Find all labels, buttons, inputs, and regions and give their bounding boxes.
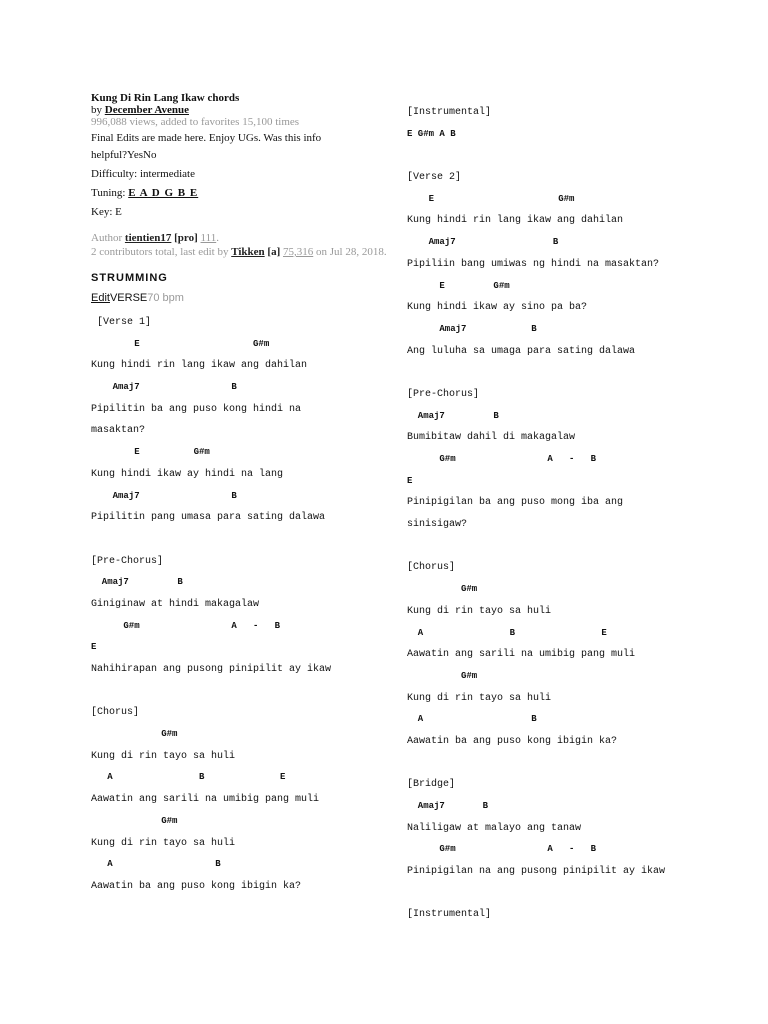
song-title: Kung Di Rin Lang Ikaw chords	[91, 92, 240, 104]
byline	[91, 104, 391, 116]
lyric-line: Kung hindi ikaw ay sino pa ba?	[407, 302, 588, 314]
lyric-line: Aawatin ba ang puso kong ibigin ka?	[91, 880, 302, 892]
tuning	[91, 185, 391, 202]
section-label: [Bridge]	[407, 779, 456, 791]
chord-line[interactable]: A B E	[407, 627, 607, 638]
song-sheet-left	[91, 312, 391, 898]
lyric-line	[407, 145, 747, 167]
section-label: [Pre-Chorus]	[407, 388, 480, 400]
lyric-line: Kung hindi rin lang ikaw ang dahilan	[407, 215, 624, 227]
lyric-line: Kung hindi rin lang ikaw ang dahilan	[91, 360, 308, 372]
lyric-line: sinisigaw?	[407, 519, 468, 531]
chord-line[interactable]: E	[407, 475, 413, 486]
lyric-line: Kung di rin tayo sa huli	[91, 837, 236, 849]
editor-count[interactable]: 75,316	[283, 246, 314, 258]
author-label: Author	[91, 232, 123, 244]
lyric-line: Aawatin ba ang puso kong ibigin ka?	[407, 735, 618, 747]
chord-line[interactable]: G#m	[91, 815, 178, 826]
lyric-line: Kung hindi ikaw ay hindi na lang	[91, 468, 284, 480]
lyric-line: Pinipigilan ba ang puso mong iba ang	[407, 497, 624, 509]
chord-line[interactable]: E	[91, 642, 97, 653]
author-line: Author tientien17 [pro] 111.	[91, 232, 219, 244]
chord-line[interactable]: G#m	[91, 729, 178, 740]
chord-line[interactable]: E G#m	[407, 280, 510, 291]
chord-line[interactable]: A B	[91, 859, 221, 870]
final-edits-note: Final Edits are made here. Enjoy UGs. Was this info	[91, 132, 322, 144]
section-label: [Verse 1]	[91, 317, 152, 328]
section-label: [Chorus]	[407, 562, 456, 574]
chord-line[interactable]: G#m A - B	[91, 620, 281, 631]
editor-badge: [a]	[267, 246, 281, 258]
strumming-controls	[91, 291, 391, 305]
strumming-section[interactable]: VERSE	[109, 292, 148, 304]
contributors-line	[91, 245, 391, 259]
author-badge: [pro]	[174, 232, 198, 244]
chord-line[interactable]: Amaj7 B	[407, 410, 499, 421]
view-stats: 996,088 views, added to favorites 15,100 times	[91, 116, 300, 128]
section-label: [Pre-Chorus]	[91, 555, 164, 567]
chord-line[interactable]: E G#m	[407, 193, 575, 204]
chord-line[interactable]: G#m A - B	[407, 454, 597, 464]
chord-line[interactable]: G#m	[407, 584, 478, 595]
section-label: [Instrumental]	[407, 909, 492, 921]
chord-line[interactable]: A B	[407, 714, 537, 725]
helpful-prompt[interactable]: helpful?YesNo	[91, 149, 157, 161]
chord-line[interactable]: Amaj7 B	[407, 801, 489, 811]
tuning-value[interactable]: E A D G B E	[128, 187, 199, 199]
lyric-line: Bumibitaw dahil di makagalaw	[407, 432, 576, 444]
lyric-line: Nahihirapan ang pusong pinipilit ay ikaw	[91, 664, 332, 675]
author-link[interactable]: tientien17	[124, 232, 172, 244]
chord-line[interactable]: E G#m	[91, 338, 270, 349]
lyric-line: Naliligaw at malayo ang tanaw	[407, 822, 582, 834]
song-key: Key: E	[91, 206, 122, 218]
lyric-line	[91, 681, 391, 703]
section-label: [Chorus]	[91, 707, 140, 719]
section-label: [Verse 2]	[407, 172, 462, 184]
lyric-line: Pipilitin pang umasa para sating dalawa	[91, 512, 326, 524]
lyric-line: Kung di rin tayo sa huli	[407, 692, 552, 704]
contributors-text: 2 contributors total, last edit by	[91, 246, 229, 258]
author-count[interactable]: 111	[200, 232, 217, 244]
lyric-line	[407, 536, 747, 558]
song-sheet-right	[407, 102, 747, 926]
tuning-label: Tuning:	[91, 187, 126, 199]
strumming-edit-button[interactable]: Edit	[91, 292, 110, 304]
lyric-line	[91, 529, 391, 551]
lyric-line	[407, 753, 747, 775]
chord-line[interactable]: Amaj7 B	[91, 577, 183, 588]
section-label: [Instrumental]	[407, 107, 492, 118]
artist-link[interactable]: December Avenue	[104, 104, 189, 116]
chord-line[interactable]: E G#m	[91, 447, 210, 458]
right-column	[407, 102, 747, 926]
left-column	[91, 92, 391, 898]
lyric-line: Pipilitin ba ang puso kong hindi na	[91, 403, 302, 415]
lyric-line: Pipiliin bang umiwas ng hindi na masaktan?	[407, 258, 660, 270]
difficulty: Difficulty: intermediate	[91, 168, 195, 180]
chord-line[interactable]: G#m A - B	[407, 844, 597, 855]
chord-line[interactable]: Amaj7 B	[407, 323, 537, 334]
lyric-line: Aawatin ang sarili na umibig pang muli	[91, 794, 320, 806]
lyric-line	[407, 362, 747, 384]
chord-line[interactable]: Amaj7 B	[407, 237, 559, 248]
chord-line[interactable]: Amaj7 B	[91, 382, 237, 393]
lyric-line: Giniginaw at hindi makagalaw	[91, 598, 260, 610]
by-label: by	[91, 104, 102, 116]
lyric-line: Kung di rin tayo sa huli	[91, 750, 236, 762]
lyric-line: masaktan?	[91, 425, 146, 437]
lyric-line: Aawatin ang sarili na umibig pang muli	[407, 649, 636, 661]
chord-line[interactable]: G#m	[407, 670, 478, 681]
lyric-line: Pinipigilan na ang pusong pinipilit ay ikaw	[407, 866, 666, 878]
chord-line[interactable]: Amaj7 B	[91, 490, 237, 501]
chord-line[interactable]: E G#m A B	[407, 128, 456, 139]
chord-line[interactable]: A B E	[91, 772, 286, 783]
strumming-bpm: 70 bpm	[147, 292, 184, 304]
editor-link[interactable]: Tikken	[231, 246, 265, 258]
edit-date: on Jul 28, 2018.	[316, 246, 387, 258]
lyric-line	[407, 883, 747, 905]
lyric-line: Kung di rin tayo sa huli	[407, 605, 552, 617]
strumming-heading: STRUMMING	[91, 272, 168, 284]
lyric-line: Ang luluha sa umaga para sating dalawa	[407, 345, 636, 357]
